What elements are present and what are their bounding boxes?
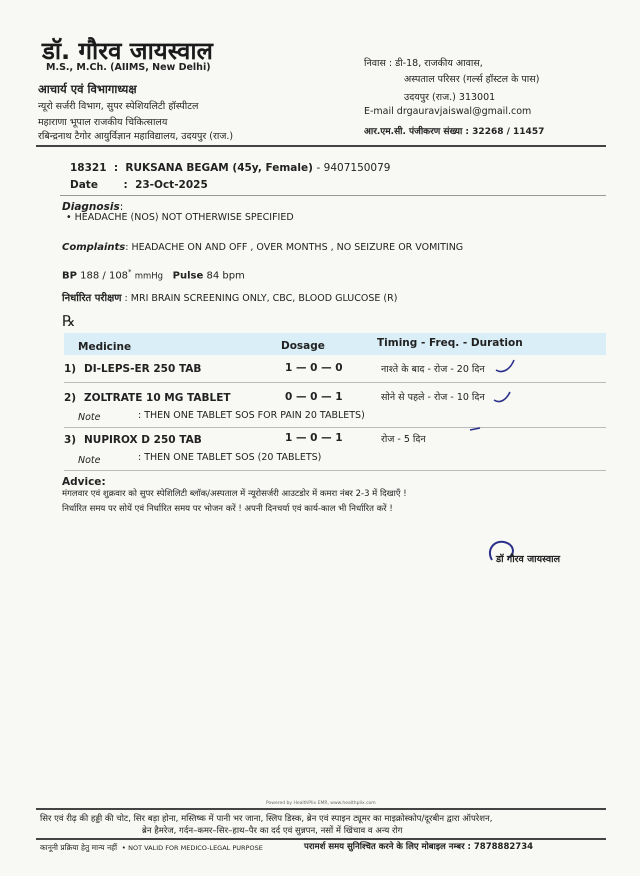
footer-divider — [36, 838, 606, 840]
visit-date: 23-Oct-2025 — [135, 179, 208, 191]
doctor-name: डॉ. गौरव जायस्वाल — [42, 37, 213, 65]
patient-divider — [60, 195, 606, 196]
diagnosis-item: • HEADACHE (NOS) NOT OTHERWISE SPECIFIED — [66, 212, 294, 223]
rx-note: : THEN ONE TABLET SOS FOR PAIN 20 TABLETS) — [138, 410, 365, 421]
complaints-label: Complaints — [62, 242, 126, 253]
investigations-text: : MRI BRAIN SCREENING ONLY, CBC, BLOOD GLUCOSE (R) — [124, 293, 398, 304]
rx-row-divider — [64, 427, 606, 428]
diagnosis-text: HEADACHE (NOS) NOT OTHERWISE SPECIFIED — [74, 212, 294, 223]
rx-header-medicine: Medicine — [78, 341, 132, 353]
vitals-line — [62, 268, 245, 281]
diagnosis-label: Diagnosis — [62, 201, 120, 213]
diagnosis-heading: Diagnosis: — [62, 201, 124, 213]
address-line: अस्पताल परिसर (गर्ल्स हॉस्टल के पास) — [404, 74, 540, 85]
header-divider — [36, 145, 606, 147]
rx-note-label: Note — [78, 455, 101, 466]
bp-unit: mmHg — [134, 271, 164, 282]
rx-note-label: Note — [78, 412, 101, 423]
rx-header-band — [64, 333, 606, 355]
patient-line — [70, 162, 390, 174]
rx-row-number: 3) — [64, 434, 77, 446]
bp-label: BP — [62, 270, 77, 282]
patient-id: 18321 — [70, 162, 107, 174]
footer-services-line: सिर एवं रीढ़ की हड्डी की चोट, सिर बड़ा होना, मस्तिष्क में पानी भर जाना, स्लिप डिस्क, ब्रेन एवं स्पाइन ट्यूमर का माइक्रोस्कोप/दूरबीन द्वारा ऑपरेशन, — [40, 814, 493, 824]
rx-row-number: 1) — [64, 363, 77, 375]
bp-value: 188 / 108 — [80, 270, 129, 282]
legal-hindi: कानूनी प्रक्रिया हेतु मान्य नहीं — [40, 843, 118, 852]
address-line: निवास : डी-18, राजकीय आवास, — [364, 58, 483, 69]
rx-row-number: 2) — [64, 392, 77, 404]
patient-name: RUKSANA BEGAM (45y, Female) — [125, 162, 313, 174]
doctor-degrees: M.S., M.Ch. (AIIMS, New Delhi) — [46, 62, 211, 73]
separator: : — [113, 162, 119, 174]
investigations-line — [62, 290, 397, 304]
rx-header-dosage: Dosage — [281, 340, 325, 352]
rx-row-divider — [64, 470, 606, 471]
complaints-line: Complaints: HEADACHE ON AND OFF , OVER MONTHS , NO SEIZURE OR VOMITING — [62, 242, 464, 253]
rx-symbol: ℞ — [62, 312, 76, 330]
advice-line: निर्धारित समय पर सोयें एवं निर्धारित समय पर भोजन करें ! अपनी दिनचर्या एवं कार्य-काल भी निर्धारित करें ! — [62, 504, 393, 514]
rx-medicine: NUPIROX D 250 TAB — [84, 434, 202, 446]
bp-mark: * — [128, 268, 132, 276]
footer-services-line: ब्रेन हैमरेज, गर्दन–कमर–सिर–हाथ–पैर का दर्द एवं सुन्नपन, नसों में खिंचाव व अन्य रोग — [142, 826, 403, 836]
footer-divider — [36, 808, 606, 810]
pulse-label: Pulse — [172, 270, 204, 282]
rx-timing: सोने से पहले - रोज - 10 दिन — [381, 392, 485, 403]
check-mark-icon — [492, 356, 522, 378]
investigations-label: निर्धारित परीक्षण — [62, 293, 122, 304]
registration-number: आर.एम.सी. पंजीकरण संख्या : 32268 / 11457 — [364, 127, 545, 137]
advice-heading: Advice: — [62, 476, 106, 488]
address-line: उदयपुर (राज.) 313001 — [404, 92, 496, 103]
advice-label: Advice — [62, 476, 102, 488]
dept-line: रबिन्द्रनाथ टैगोर आयुर्विज्ञान महाविद्यालय, उदयपुर (राज.) — [38, 131, 234, 142]
dept-line: न्यूरो सर्जरी विभाग, सुपर स्पेशियलिटी हॉस्पीटल — [38, 101, 199, 112]
rx-timing: नाश्ते के बाद - रोज - 20 दिन — [381, 364, 485, 375]
separator: : — [123, 179, 128, 191]
powered-by: Powered by HealthPlix EMR, www.healthplix.com — [266, 801, 376, 806]
date-label: Date — [70, 179, 98, 191]
tick-mark-icon — [468, 424, 488, 436]
rx-timing: रोज - 5 दिन — [381, 434, 426, 445]
rx-medicine: ZOLTRATE 10 MG TABLET — [84, 392, 231, 404]
email: E-mail drgauravjaiswal@gmail.com — [364, 106, 532, 117]
pulse-value: 84 bpm — [206, 270, 245, 282]
footer-contact: परामर्श समय सुनिश्चित करने के लिए मोबाइल नम्बर : 7878882734 — [304, 842, 534, 852]
rx-medicine: DI-LEPS-ER 250 TAB — [84, 363, 202, 375]
doctor-title: आचार्य एवं विभागाध्यक्ष — [38, 82, 137, 96]
rx-dosage: 1 — 0 — 0 — [285, 362, 343, 374]
footer-legal: कानूनी प्रक्रिया हेतु मान्य नहीं • NOT VALID FOR MEDICO-LEGAL PURPOSE — [40, 843, 263, 852]
rx-row-divider — [64, 382, 606, 383]
not-valid-text: NOT VALID FOR MEDICO-LEGAL PURPOSE — [128, 844, 263, 852]
complaints-text: HEADACHE ON AND OFF , OVER MONTHS , NO SEIZURE OR VOMITING — [131, 242, 464, 253]
signature-name: डॉ गौरव जायस्वाल — [496, 554, 561, 565]
check-mark-icon — [490, 386, 520, 408]
patient-phone: - 9407150079 — [316, 162, 391, 174]
rx-note: : THEN ONE TABLET SOS (20 TABLETS) — [138, 452, 322, 463]
advice-line: मंगलवार एवं शुक्रवार को सुपर स्पेशिलिटी ब्लॉक/अस्पताल में न्यूरोसर्जरी आउटडोर में कमरा नंबर 2-3 में दिखाएँ ! — [62, 489, 407, 499]
rx-header-timing: Timing - Freq. - Duration — [377, 337, 523, 349]
rx-dosage: 1 — 0 — 1 — [285, 432, 343, 444]
rx-dosage: 0 — 0 — 1 — [285, 391, 343, 403]
date-line — [70, 179, 208, 191]
dept-line: महाराणा भूपाल राजकीय चिकित्सालय — [38, 117, 168, 128]
